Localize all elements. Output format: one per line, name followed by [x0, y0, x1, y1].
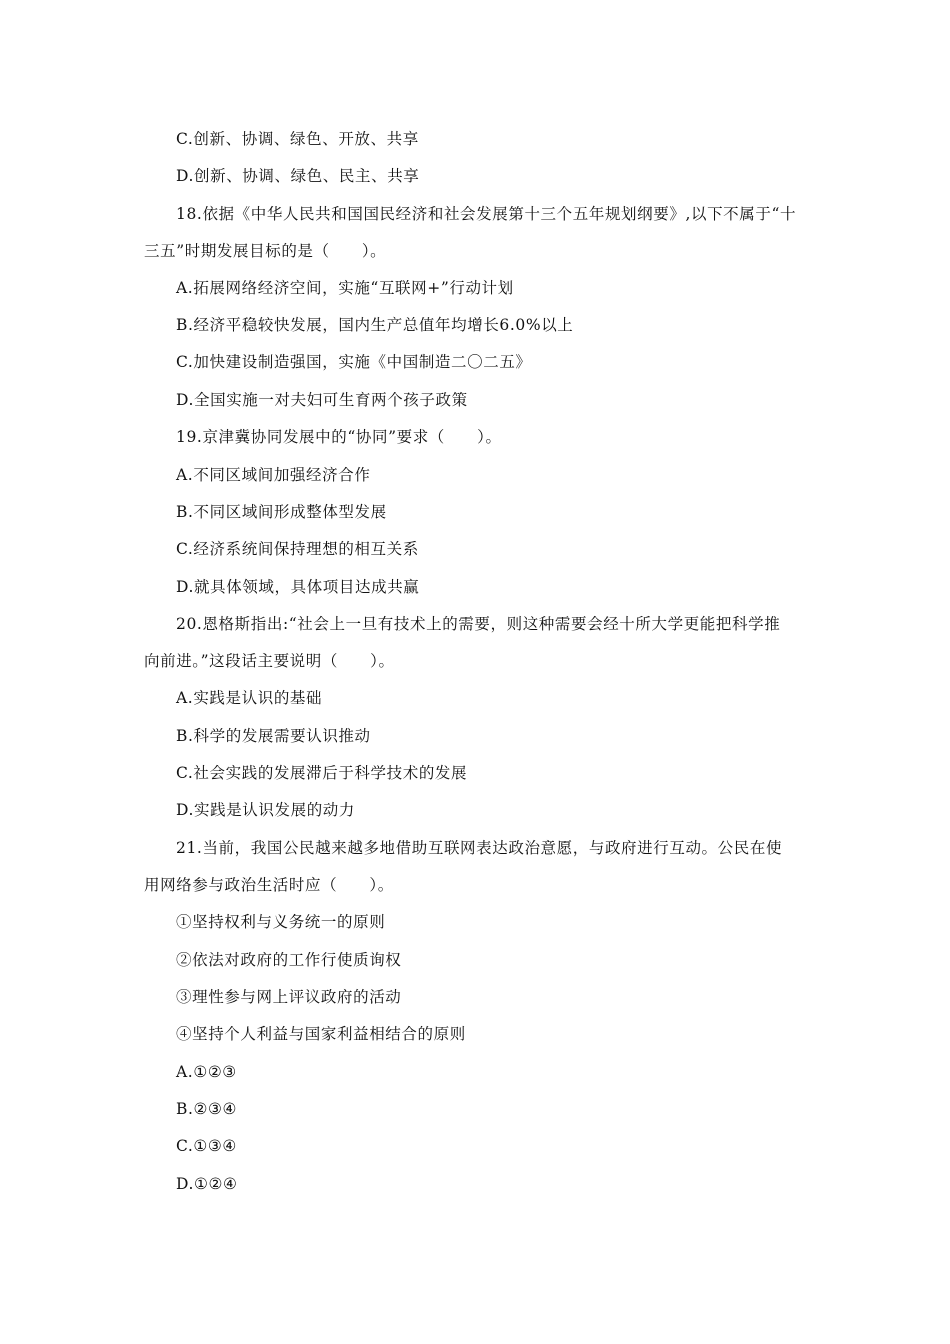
q18-option-d: D.全国实施一对夫妇可生育两个孩子政策	[176, 391, 468, 409]
q18-option-c: C.加快建设制造强国，实施《中国制造二〇二五》	[176, 353, 532, 371]
q18-option-a: A.拓展网络经济空间，实施“互联网+”行动计划	[176, 279, 514, 297]
q20-option-a: A.实践是认识的基础	[176, 689, 323, 707]
q18-stem-line-1: 18.依据《中华人民共和国国民经济和社会发展第十三个五年规划纲要》,以下不属于“十	[176, 205, 797, 223]
q19-option-d: D.就具体领域，具体项目达成共赢	[176, 578, 420, 596]
q17-option-c: C.创新、协调、绿色、开放、共享	[176, 130, 419, 148]
q21-option-c: C.①③④	[176, 1137, 237, 1155]
q20-option-b: B.科学的发展需要认识推动	[176, 727, 371, 745]
q21-statement-2: ②依法对政府的工作行使质询权	[176, 951, 402, 969]
q20-option-c: C.社会实践的发展滞后于科学技术的发展	[176, 764, 468, 782]
q21-option-d: D.①②④	[176, 1175, 238, 1193]
q19-option-c: C.经济系统间保持理想的相互关系	[176, 540, 419, 558]
q21-statement-4: ④坚持个人利益与国家利益相结合的原则	[176, 1025, 466, 1043]
q21-option-b: B.②③④	[176, 1100, 238, 1118]
q18-option-b: B.经济平稳较快发展，国内生产总值年均增长6.0%以上	[176, 316, 574, 334]
q21-option-a: A.①②③	[176, 1063, 237, 1081]
q21-statement-1: ①坚持权利与义务统一的原则	[176, 913, 386, 931]
q19-stem: 19.京津冀协同发展中的“协同”要求（ ）。	[176, 428, 502, 446]
q21-statement-3: ③理性参与网上评议政府的活动	[176, 988, 402, 1006]
q20-stem-line-1: 20.恩格斯指出:“社会上一旦有技术上的需要，则这种需要会经十所大学更能把科学推	[176, 615, 781, 633]
q19-option-b: B.不同区域间形成整体型发展	[176, 503, 387, 521]
q20-stem-line-2: 向前进。”这段话主要说明（ ）。	[144, 652, 395, 670]
q17-option-d: D.创新、协调、绿色、民主、共享	[176, 167, 420, 185]
q21-stem-line-1: 21.当前，我国公民越来越多地借助互联网表达政治意愿，与政府进行互动。公民在使	[176, 839, 783, 857]
q21-stem-line-2: 用网络参与政治生活时应（ ）。	[144, 876, 394, 894]
q20-option-d: D.实践是认识发展的动力	[176, 801, 356, 819]
q19-option-a: A.不同区域间加强经济合作	[176, 466, 371, 484]
q18-stem-line-2: 三五”时期发展目标的是（ ）。	[144, 242, 387, 260]
